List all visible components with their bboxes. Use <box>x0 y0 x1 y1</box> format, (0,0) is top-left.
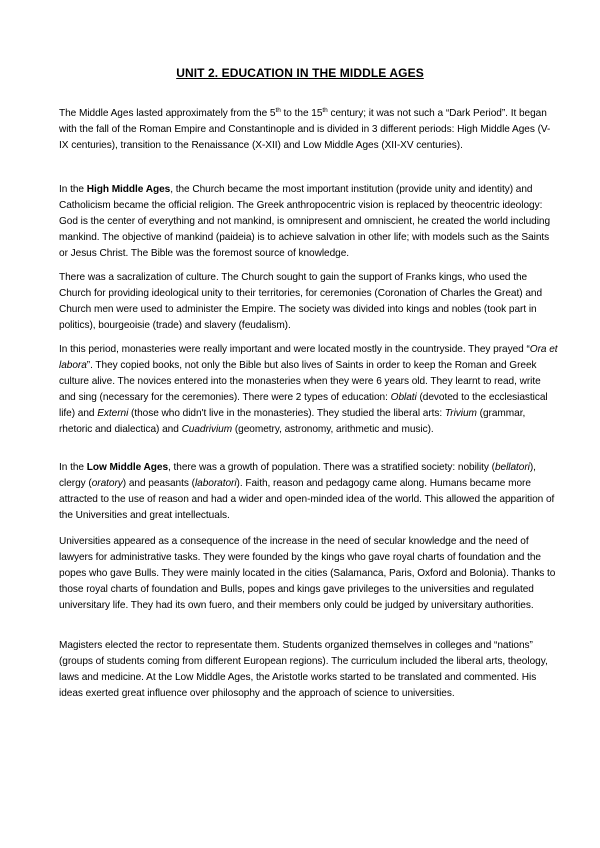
text-run: ”. They copied books, not only the Bible but also lives of Saints in order to keep the Roman and Greek culture alive. The novices entered into the monasteries when they were 6 years old. They learnt to read, write and sing (necessary for the ceremonies). There were 2 types of education: <box>59 360 541 403</box>
text-run: century; it was not such a “Dark Period”. It began with the fall of the Roman Empire and Constantinople and is divided in 3 different periods: High Middle Ages (V-IX centuries), transition to the Renaissance (X-XII) and Low Middle Ages (XII-XV centuries). <box>59 108 551 151</box>
text-run: , there was a growth of population. There was a stratified society: nobility ( <box>168 462 495 473</box>
page-title: UNIT 2. EDUCATION IN THE MIDDLE AGES <box>176 66 424 80</box>
text-run: The Middle Ages lasted approximately from the 5 <box>59 108 276 119</box>
italic-term: Oblati <box>390 392 417 403</box>
italic-term: laboratori <box>194 478 237 489</box>
italic-term: bellatori <box>494 462 530 473</box>
text-run: , the Church became the most important institution (provide unity and identity) and Catholicism became the official religion. The Greek anthropocentric vision is replaced by theocentric ideology: God is the center of everything and not mankind, is omnipresent and omniscient, he created the world including mankind. The objective of mankind (paideia) is to achieve salvation in other life; with models such as the Saints or Jesus Christ. The Bible was the foremost source of knowledge. <box>59 184 551 259</box>
text-run: Magisters elected the rector to representate them. Students organized themselves in colleges and “nations” (groups of students coming from different European regions). The curriculum included the liberal arts, theology, laws and medicine. At the Low Middle Ages, the Aristotle works started to be translated and commented. His ideas exerted great influence over philosophy and the approach of science to universities. <box>59 640 548 699</box>
bold-term: Low Middle Ages <box>86 462 169 473</box>
italic-term: Ora et labora <box>59 344 558 371</box>
paragraph-intro <box>59 106 559 154</box>
italic-term: Cuadrivium <box>181 424 233 435</box>
text-run: (those who didn't live in the monasteries). They studied the liberal arts: <box>128 408 445 419</box>
italic-term: oratory <box>91 478 123 489</box>
text-run: In this period, monasteries were really important and were located mostly in the countryside. They prayed “ <box>59 344 530 355</box>
text-run: ) and peasants ( <box>122 478 195 489</box>
text-run: ). Faith, reason and pedagogy came along. Humans became more attracted to the use of reason and had a wider and open-minded idea of the world. This allowed the apparition of the Universities and great intellectuals. <box>59 478 555 521</box>
paragraph-low-middle-ages <box>59 460 559 524</box>
text-run: ), clergy ( <box>59 462 536 489</box>
paragraph-monasteries <box>59 342 559 438</box>
text-run: (geometry, astronomy, arithmetic and music). <box>232 424 434 435</box>
italic-term: Trivium <box>444 408 477 419</box>
superscript: th <box>275 107 281 114</box>
superscript: th <box>322 107 328 114</box>
text-run: Universities appeared as a consequence of the increase in the need of secular knowledge and the need of lawyers for administrative tasks. They were founded by the kings who gave royal charts of foundation and the popes who gave Bulls. They were mainly located in the cities (Salamanca, Paris, Oxford and Bolonia). Thanks to those royal charts of foundation and Bulls, popes and kings gave privileges to the universities and regulated universitary life. They had its own fuero, and their members only could be judged by universitary authorities. <box>59 536 556 611</box>
text-run: (grammar, rhetoric and dialectica) and <box>59 408 526 435</box>
paragraph-magisters <box>59 638 559 702</box>
text-run: (devoted to the ecclesiastical life) and <box>59 392 548 419</box>
text-run: In the <box>59 462 87 473</box>
paragraph-high-middle-ages <box>59 182 559 262</box>
paragraph-sacralization <box>59 270 559 334</box>
paragraph-universities <box>59 534 559 614</box>
text-run: There was a sacralization of culture. The Church sought to gain the support of Franks kings, who used the Church for providing ideological unity to their territories, for ceremonies (Coronation of Charles the Great) and Church men were used to administer the Empire. The society was divided into kings and nobles (took part in politics), bourgeoisie (trade) and slavery (feudalism). <box>59 272 543 331</box>
text-run: In the <box>59 184 87 195</box>
italic-term: Externi <box>97 408 129 419</box>
text-run: to the 15 <box>280 108 323 119</box>
bold-term: High Middle Ages <box>86 184 171 195</box>
